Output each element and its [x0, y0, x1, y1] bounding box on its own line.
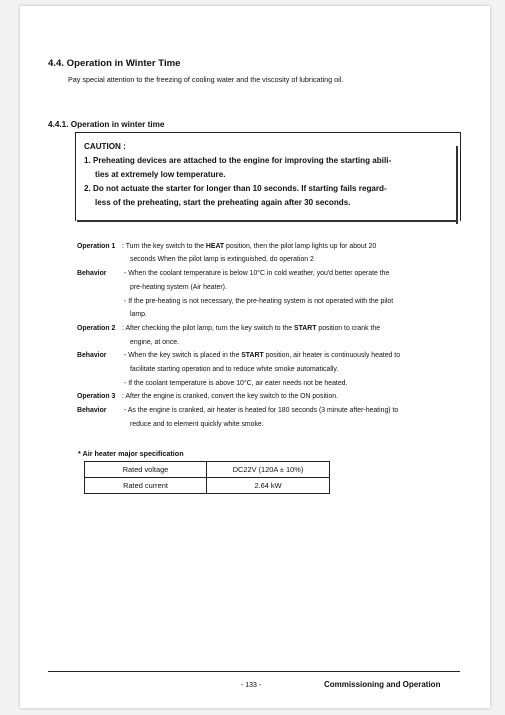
subsection-heading: 4.4.1. Operation in winter time	[48, 120, 165, 129]
caution-title: CAUTION :	[84, 142, 126, 151]
behavior-2-line-2: facilitate starting operation and to reduce white smoke automatically.	[130, 366, 339, 373]
behavior-2-line-3: - If the coolant temperature is above 10°C, air eater needs not be heated.	[124, 380, 348, 387]
behavior-3-label: Behavior	[77, 407, 107, 414]
caution-box	[75, 132, 461, 221]
behavior-1-line-3: - If the pre-heating is not necessary, the pre-heating system is not operated with the pilot	[124, 298, 394, 305]
caution-item-1-line-2: ties at extremely low temperature.	[95, 170, 226, 179]
section-intro: Pay special attention to the freezing of cooling water and the viscosity of lubricating oil.	[68, 75, 344, 84]
behavior-3-line-2: reduce and to element quickly white smoke.	[130, 421, 264, 428]
page-number: - 133 -	[241, 682, 262, 689]
document-page	[20, 6, 490, 708]
start-keyword: START	[293, 325, 317, 332]
table-row	[85, 478, 330, 494]
spec-value-cell: 2.64 kW	[207, 478, 330, 494]
operation-3-label: Operation 3	[77, 393, 116, 400]
footer-title: Commissioning and Operation	[324, 680, 441, 689]
behavior-1-label: Behavior	[77, 270, 107, 277]
behavior-1-line-1: - When the coolant temperature is below 10°C in cold weather, you'd better operate the	[124, 270, 390, 277]
operation-3-text: : After the engine is cranked, convert the key switch to the ON position.	[122, 393, 339, 400]
spec-value-cell: DC22V (120A ± 10%)	[207, 462, 330, 478]
footer-rule	[48, 671, 460, 672]
table-row	[85, 462, 330, 478]
operation-1-label: Operation 1	[77, 243, 116, 250]
behavior-1-line-4: lamp.	[130, 311, 147, 318]
behavior-2-label: Behavior	[77, 352, 107, 359]
caution-box-shadow-bottom	[77, 220, 458, 222]
start-keyword-2: START	[241, 352, 264, 359]
caution-item-2-line-1: 2. Do not actuate the starter for longer than 10 seconds. If starting fails regard-	[84, 184, 387, 193]
operation-1-text: : Turn the key switch to the HEAT position, then the pilot lamp lights up for about 20	[122, 243, 377, 250]
spec-title: * Air heater major specification	[78, 449, 184, 458]
operation-2-text: : After checking the pilot lamp, turn the key switch to the START position to crank the	[122, 325, 381, 332]
behavior-3-line-1: - As the engine is cranked, air heater is heated for 180 seconds (3 minute after-heating) to	[124, 407, 399, 414]
behavior-2-line-1: - When the key switch is placed in the START position, air heater is continuously heated to	[124, 352, 401, 359]
caution-item-2-line-2: less of the preheating, start the preheating again after 30 seconds.	[95, 198, 351, 207]
operation-2-line-2: engine, at once.	[130, 339, 180, 346]
heat-keyword: HEAT	[205, 243, 225, 250]
operation-1-line-2: seconds When the pilot lamp is extinguished, do operation 2	[130, 256, 314, 263]
spec-name-cell: Rated voltage	[85, 462, 207, 478]
spec-name-cell: Rated current	[85, 478, 207, 494]
operation-2-label: Operation 2	[77, 325, 116, 332]
spec-table	[84, 461, 330, 494]
behavior-1-line-2: pre-heating system (Air heater).	[130, 284, 227, 291]
section-heading: 4.4. Operation in Winter Time	[48, 58, 181, 69]
caution-item-1-line-1: 1. Preheating devices are attached to the engine for improving the starting abili-	[84, 156, 392, 165]
caution-box-shadow-right	[456, 146, 458, 224]
